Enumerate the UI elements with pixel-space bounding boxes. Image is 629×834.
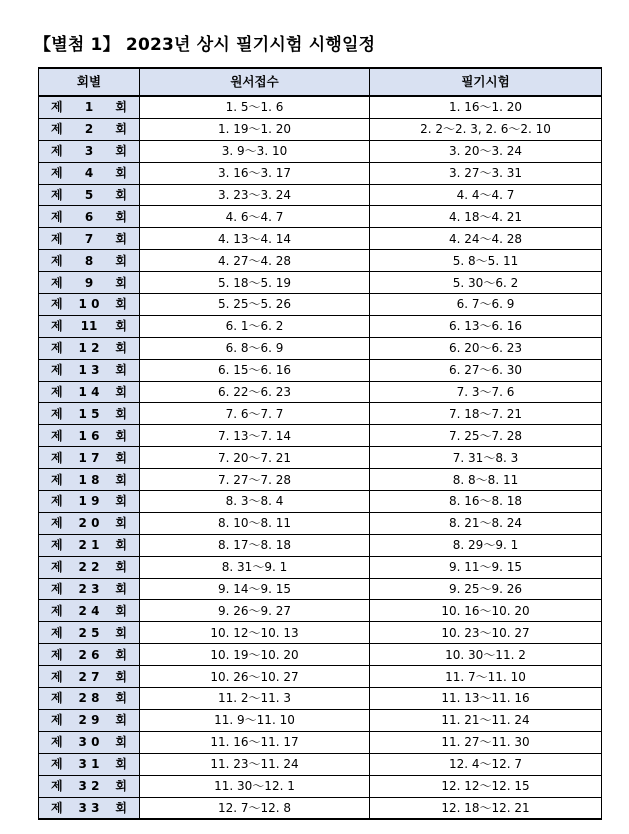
round-label [39,298,139,310]
round-prefix: 제 [51,560,63,575]
round-label [39,539,139,551]
application-period-cell: 9. 26～9. 27 [140,600,370,622]
round-cell [39,709,140,731]
round-suffix: 회 [115,231,127,246]
round-suffix: 회 [115,363,127,378]
round-number: 1 6 [78,428,100,443]
round-number: 6 [84,209,94,224]
round-cell [39,206,140,228]
application-period-cell: 8. 31～9. 1 [140,556,370,578]
round-cell [39,491,140,513]
round-suffix: 회 [115,516,127,531]
exam-period-cell: 12. 4～12. 7 [370,753,602,775]
round-cell [39,578,140,600]
round-label [39,517,139,529]
round-cell [39,250,140,272]
exam-period-cell: 11. 7～11. 10 [370,666,602,688]
round-suffix: 회 [115,122,127,137]
table-row [39,403,602,425]
round-suffix: 회 [115,779,127,794]
exam-period-cell: 8. 8～8. 11 [370,469,602,491]
round-suffix: 회 [115,144,127,159]
round-prefix: 제 [51,385,63,400]
round-number: 3 1 [78,757,100,772]
table-row [39,644,602,666]
round-cell [39,469,140,491]
table-row [39,600,602,622]
exam-period-cell: 2. 2～2. 3, 2. 6～2. 10 [370,118,602,140]
table-row [39,315,602,337]
round-cell [39,556,140,578]
application-period-cell: 8. 17～8. 18 [140,534,370,556]
round-suffix: 회 [115,560,127,575]
round-number: 11 [80,319,98,334]
table-row [39,447,602,469]
round-number: 1 9 [78,494,100,509]
round-label [39,211,139,223]
round-label [39,495,139,507]
round-suffix: 회 [115,625,127,640]
round-label [39,583,139,595]
round-suffix: 회 [115,800,127,815]
table-row [39,228,602,250]
round-prefix: 제 [51,669,63,684]
round-prefix: 제 [51,647,63,662]
round-number: 2 3 [78,582,100,597]
round-prefix: 제 [51,209,63,224]
round-suffix: 회 [115,297,127,312]
round-number: 3 2 [78,779,100,794]
round-label [39,123,139,135]
header-application: 원서접수 [140,68,370,96]
table-row [39,250,602,272]
round-cell [39,731,140,753]
table-row [39,294,602,316]
application-period-cell: 10. 19～10. 20 [140,644,370,666]
round-number: 1 7 [78,450,100,465]
exam-period-cell: 6. 20～6. 23 [370,337,602,359]
round-cell [39,228,140,250]
round-prefix: 제 [51,800,63,815]
application-period-cell: 3. 16～3. 17 [140,162,370,184]
table-row [39,666,602,688]
application-period-cell: 7. 20～7. 21 [140,447,370,469]
exam-period-cell: 3. 20～3. 24 [370,140,602,162]
round-prefix: 제 [51,516,63,531]
application-period-cell: 8. 3～8. 4 [140,491,370,513]
exam-period-cell: 8. 16～8. 18 [370,491,602,513]
table-row [39,491,602,513]
application-period-cell: 3. 23～3. 24 [140,184,370,206]
round-suffix: 회 [115,275,127,290]
exam-period-cell: 8. 29～9. 1 [370,534,602,556]
round-suffix: 회 [115,188,127,202]
round-prefix: 제 [51,231,63,246]
round-label [39,101,139,113]
round-suffix: 회 [115,691,127,706]
round-label [39,605,139,617]
round-suffix: 회 [115,647,127,662]
exam-period-cell: 5. 8～5. 11 [370,250,602,272]
exam-period-cell: 4. 18～4. 21 [370,206,602,228]
round-cell [39,644,140,666]
round-cell [39,622,140,644]
round-label [39,780,139,792]
round-number: 2 [84,122,94,137]
round-suffix: 회 [115,100,127,115]
round-number: 3 [84,144,94,159]
round-number: 3 0 [78,735,100,750]
round-number: 2 1 [78,538,100,553]
table-row [39,118,602,140]
application-period-cell: 11. 9～11. 10 [140,709,370,731]
table-row [39,96,602,118]
round-prefix: 제 [51,472,63,487]
application-period-cell: 10. 12～10. 13 [140,622,370,644]
round-prefix: 제 [51,779,63,794]
round-suffix: 회 [115,494,127,509]
exam-period-cell: 7. 31～8. 3 [370,447,602,469]
table-row [39,775,602,797]
round-suffix: 회 [115,538,127,553]
application-period-cell: 12. 7～12. 8 [140,797,370,819]
round-prefix: 제 [51,450,63,465]
round-label [39,802,139,814]
round-suffix: 회 [115,757,127,772]
round-number: 5 [84,188,94,202]
round-prefix: 제 [51,341,63,356]
round-label [39,342,139,354]
round-cell [39,688,140,710]
round-number: 3 3 [78,800,100,815]
round-number: 2 4 [78,603,100,618]
application-period-cell: 4. 6～4. 7 [140,206,370,228]
round-cell [39,315,140,337]
round-prefix: 제 [51,253,63,268]
round-prefix: 제 [51,188,63,202]
exam-period-cell: 12. 18～12. 21 [370,797,602,819]
round-cell [39,600,140,622]
round-cell [39,294,140,316]
application-period-cell: 5. 18～5. 19 [140,272,370,294]
application-period-cell: 6. 22～6. 23 [140,381,370,403]
round-prefix: 제 [51,582,63,597]
exam-period-cell: 11. 13～11. 16 [370,688,602,710]
round-prefix: 제 [51,428,63,443]
exam-period-cell: 7. 25～7. 28 [370,425,602,447]
round-suffix: 회 [115,319,127,334]
application-period-cell: 11. 30～12. 1 [140,775,370,797]
round-cell [39,403,140,425]
round-number: 2 8 [78,691,100,706]
round-label [39,692,139,704]
round-cell [39,184,140,206]
table-row [39,797,602,819]
table-row [39,425,602,447]
round-prefix: 제 [51,406,63,421]
round-suffix: 회 [115,385,127,400]
round-label [39,561,139,573]
round-number: 1 5 [78,406,100,421]
round-suffix: 회 [115,253,127,268]
application-period-cell: 6. 15～6. 16 [140,359,370,381]
round-label [39,233,139,245]
exam-period-cell: 12. 12～12. 15 [370,775,602,797]
round-prefix: 제 [51,122,63,137]
round-cell [39,381,140,403]
table-row [39,556,602,578]
exam-period-cell: 11. 27～11. 30 [370,731,602,753]
table-row [39,162,602,184]
table-row [39,622,602,644]
round-cell [39,797,140,819]
round-cell [39,96,140,118]
round-number: 2 5 [78,625,100,640]
round-prefix: 제 [51,494,63,509]
exam-period-cell: 1. 16～1. 20 [370,96,602,118]
round-cell [39,140,140,162]
round-number: 2 6 [78,647,100,662]
round-label [39,671,139,683]
round-label [39,277,139,289]
exam-period-cell: 3. 27～3. 31 [370,162,602,184]
table-row [39,578,602,600]
round-number: 4 [84,166,94,181]
round-suffix: 회 [115,450,127,465]
table-row [39,206,602,228]
round-label [39,627,139,639]
application-period-cell: 7. 27～7. 28 [140,469,370,491]
round-prefix: 제 [51,319,63,334]
round-label [39,364,139,376]
round-cell [39,512,140,534]
round-prefix: 제 [51,713,63,728]
application-period-cell: 6. 1～6. 2 [140,315,370,337]
exam-period-cell: 6. 13～6. 16 [370,315,602,337]
round-prefix: 제 [51,735,63,750]
round-number: 1 2 [78,341,100,356]
round-cell [39,162,140,184]
round-cell [39,447,140,469]
round-number: 2 2 [78,560,100,575]
round-prefix: 제 [51,275,63,290]
round-label [39,167,139,179]
application-period-cell: 3. 9～3. 10 [140,140,370,162]
round-number: 1 8 [78,472,100,487]
application-period-cell: 10. 26～10. 27 [140,666,370,688]
table-row [39,709,602,731]
table-row [39,731,602,753]
round-cell [39,359,140,381]
round-suffix: 회 [115,472,127,487]
round-label [39,255,139,267]
exam-period-cell: 10. 16～10. 20 [370,600,602,622]
round-suffix: 회 [115,428,127,443]
exam-period-cell: 11. 21～11. 24 [370,709,602,731]
round-cell [39,534,140,556]
table-row [39,381,602,403]
round-label [39,189,139,201]
round-label [39,430,139,442]
round-label [39,474,139,486]
round-number: 1 [84,100,94,115]
round-cell [39,666,140,688]
round-suffix: 회 [115,406,127,421]
round-cell [39,272,140,294]
table-row [39,753,602,775]
round-label [39,736,139,748]
round-label [39,758,139,770]
exam-period-cell: 7. 3～7. 6 [370,381,602,403]
schedule-table [38,67,602,820]
round-number: 8 [84,253,94,268]
exam-period-cell: 9. 25～9. 26 [370,578,602,600]
round-prefix: 제 [51,603,63,618]
round-suffix: 회 [115,735,127,750]
table-row [39,272,602,294]
round-number: 7 [84,231,94,246]
round-prefix: 제 [51,100,63,115]
exam-period-cell: 4. 4～4. 7 [370,184,602,206]
round-label [39,452,139,464]
application-period-cell: 7. 13～7. 14 [140,425,370,447]
round-prefix: 제 [51,757,63,772]
round-prefix: 제 [51,297,63,312]
round-number: 2 9 [78,713,100,728]
round-number: 2 7 [78,669,100,684]
round-number: 1 4 [78,385,100,400]
table-row [39,469,602,491]
exam-period-cell: 10. 30～11. 2 [370,644,602,666]
round-cell [39,337,140,359]
exam-period-cell: 9. 11～9. 15 [370,556,602,578]
round-label [39,145,139,157]
application-period-cell: 8. 10～8. 11 [140,512,370,534]
application-period-cell: 11. 16～11. 17 [140,731,370,753]
round-number: 2 0 [78,516,100,531]
exam-period-cell: 10. 23～10. 27 [370,622,602,644]
round-prefix: 제 [51,691,63,706]
round-prefix: 제 [51,144,63,159]
application-period-cell: 4. 27～4. 28 [140,250,370,272]
application-period-cell: 1. 19～1. 20 [140,118,370,140]
header-round: 회별 [39,68,140,96]
round-number: 1 0 [78,297,100,312]
round-label [39,649,139,661]
application-period-cell: 4. 13～4. 14 [140,228,370,250]
application-period-cell: 5. 25～5. 26 [140,294,370,316]
application-period-cell: 9. 14～9. 15 [140,578,370,600]
application-period-cell: 6. 8～6. 9 [140,337,370,359]
round-label [39,714,139,726]
round-label [39,386,139,398]
round-label [39,320,139,332]
application-period-cell: 7. 6～7. 7 [140,403,370,425]
application-period-cell: 11. 23～11. 24 [140,753,370,775]
document-title: 【별첨 1】 2023년 상시 필기시험 시행일정 [34,35,376,55]
round-cell [39,753,140,775]
table-row [39,359,602,381]
round-suffix: 회 [115,713,127,728]
application-period-cell: 11. 2～11. 3 [140,688,370,710]
round-prefix: 제 [51,363,63,378]
exam-period-cell: 6. 7～6. 9 [370,294,602,316]
table-row [39,534,602,556]
exam-period-cell: 5. 30～6. 2 [370,272,602,294]
round-label [39,408,139,420]
round-cell [39,775,140,797]
table-row [39,140,602,162]
round-suffix: 회 [115,166,127,181]
round-prefix: 제 [51,625,63,640]
round-suffix: 회 [115,582,127,597]
round-prefix: 제 [51,166,63,181]
round-number: 9 [84,275,94,290]
exam-period-cell: 8. 21～8. 24 [370,512,602,534]
round-prefix: 제 [51,538,63,553]
table-row [39,688,602,710]
exam-period-cell: 4. 24～4. 28 [370,228,602,250]
table-row [39,512,602,534]
round-suffix: 회 [115,603,127,618]
application-period-cell: 1. 5～1. 6 [140,96,370,118]
table-row [39,337,602,359]
round-cell [39,425,140,447]
round-suffix: 회 [115,669,127,684]
round-suffix: 회 [115,209,127,224]
exam-period-cell: 7. 18～7. 21 [370,403,602,425]
round-suffix: 회 [115,341,127,356]
exam-period-cell: 6. 27～6. 30 [370,359,602,381]
round-number: 1 3 [78,363,100,378]
round-cell [39,118,140,140]
header-exam: 필기시험 [370,68,602,96]
table-row [39,184,602,206]
table-header-row [39,68,602,96]
